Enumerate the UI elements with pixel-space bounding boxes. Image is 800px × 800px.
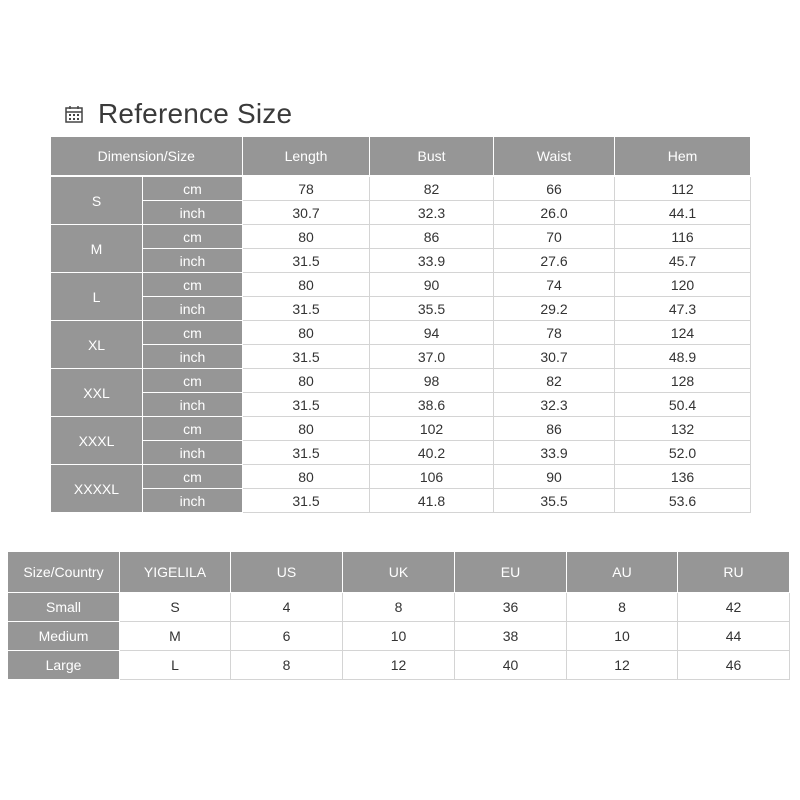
country-size-cell: 44 <box>678 622 790 651</box>
table-row <box>51 369 751 393</box>
measurement-cell: 90 <box>370 273 494 297</box>
size-name-cell: Large <box>8 651 120 680</box>
country-size-cell: 40 <box>455 651 567 680</box>
table-row <box>51 417 751 441</box>
country-size-cell: 8 <box>343 593 455 622</box>
measurement-cell: 90 <box>494 465 615 489</box>
measurement-cell: 33.9 <box>494 441 615 465</box>
measurement-cell: 45.7 <box>615 249 751 273</box>
unit-label: cm <box>143 369 243 393</box>
measurement-cell: 33.9 <box>370 249 494 273</box>
size-table <box>50 136 751 513</box>
country-size-cell: 36 <box>455 593 567 622</box>
table-row <box>8 651 790 680</box>
country-size-cell: 8 <box>231 651 343 680</box>
country-size-cell: 6 <box>231 622 343 651</box>
measurement-cell: 40.2 <box>370 441 494 465</box>
table-row <box>8 622 790 651</box>
header-length: Length <box>243 137 370 177</box>
measurement-cell: 37.0 <box>370 345 494 369</box>
country-table-header <box>8 552 790 593</box>
header-hem: Hem <box>615 137 751 177</box>
country-size-cell: 10 <box>567 622 678 651</box>
table-row <box>8 593 790 622</box>
table-row <box>51 176 751 201</box>
measurement-cell: 66 <box>494 176 615 201</box>
measurement-cell: 30.7 <box>494 345 615 369</box>
measurement-cell: 80 <box>243 417 370 441</box>
country-size-cell: 12 <box>567 651 678 680</box>
measurement-cell: 27.6 <box>494 249 615 273</box>
measurement-cell: 82 <box>494 369 615 393</box>
table-row <box>51 441 751 465</box>
measurement-cell: 116 <box>615 225 751 249</box>
country-size-cell: 8 <box>567 593 678 622</box>
measurement-cell: 35.5 <box>494 489 615 513</box>
measurement-cell: 74 <box>494 273 615 297</box>
measurement-cell: 50.4 <box>615 393 751 417</box>
size-label: XXXXL <box>51 465 143 513</box>
header-size-country: Size/Country <box>8 552 120 593</box>
country-size-cell: 4 <box>231 593 343 622</box>
unit-label: inch <box>143 441 243 465</box>
measurement-cell: 31.5 <box>243 249 370 273</box>
measurement-cell: 80 <box>243 273 370 297</box>
table-row <box>51 297 751 321</box>
title-text: Reference Size <box>98 98 293 129</box>
measurement-cell: 70 <box>494 225 615 249</box>
country-size-cell: M <box>120 622 231 651</box>
header-us: US <box>231 552 343 593</box>
header-uk: UK <box>343 552 455 593</box>
unit-label: cm <box>143 176 243 201</box>
measurement-cell: 80 <box>243 465 370 489</box>
table-row <box>51 225 751 249</box>
unit-label: cm <box>143 273 243 297</box>
country-size-cell: 38 <box>455 622 567 651</box>
unit-label: cm <box>143 225 243 249</box>
calendar-icon <box>64 104 84 124</box>
measurement-cell: 41.8 <box>370 489 494 513</box>
table-row <box>51 273 751 297</box>
measurement-cell: 31.5 <box>243 441 370 465</box>
measurement-cell: 47.3 <box>615 297 751 321</box>
country-size-cell: 42 <box>678 593 790 622</box>
measurement-cell: 80 <box>243 369 370 393</box>
measurement-cell: 31.5 <box>243 393 370 417</box>
measurement-cell: 124 <box>615 321 751 345</box>
measurement-cell: 44.1 <box>615 201 751 225</box>
header-bust: Bust <box>370 137 494 177</box>
measurement-cell: 31.5 <box>243 297 370 321</box>
size-label: XXXL <box>51 417 143 465</box>
measurement-cell: 80 <box>243 225 370 249</box>
measurement-cell: 136 <box>615 465 751 489</box>
table-row <box>51 489 751 513</box>
measurement-cell: 35.5 <box>370 297 494 321</box>
country-size-table <box>7 551 790 680</box>
table-row <box>51 321 751 345</box>
unit-label: cm <box>143 417 243 441</box>
measurement-cell: 48.9 <box>615 345 751 369</box>
header-yigelila: YIGELILA <box>120 552 231 593</box>
measurement-cell: 106 <box>370 465 494 489</box>
unit-label: inch <box>143 249 243 273</box>
country-size-cell: 10 <box>343 622 455 651</box>
table-row <box>51 465 751 489</box>
table-row <box>51 345 751 369</box>
header-dimension-size: Dimension/Size <box>51 137 243 177</box>
table-row <box>51 393 751 417</box>
unit-label: cm <box>143 321 243 345</box>
size-name-cell: Small <box>8 593 120 622</box>
measurement-cell: 32.3 <box>494 393 615 417</box>
measurement-cell: 82 <box>370 176 494 201</box>
size-label: XXL <box>51 369 143 417</box>
measurement-cell: 78 <box>494 321 615 345</box>
country-size-cell: 12 <box>343 651 455 680</box>
size-label: S <box>51 176 143 225</box>
unit-label: inch <box>143 297 243 321</box>
size-label: M <box>51 225 143 273</box>
measurement-cell: 38.6 <box>370 393 494 417</box>
table-row <box>51 201 751 225</box>
country-size-cell: S <box>120 593 231 622</box>
measurement-cell: 31.5 <box>243 345 370 369</box>
unit-label: inch <box>143 201 243 225</box>
measurement-cell: 132 <box>615 417 751 441</box>
measurement-cell: 29.2 <box>494 297 615 321</box>
measurement-cell: 128 <box>615 369 751 393</box>
header-ru: RU <box>678 552 790 593</box>
unit-label: inch <box>143 393 243 417</box>
measurement-cell: 32.3 <box>370 201 494 225</box>
size-name-cell: Medium <box>8 622 120 651</box>
country-size-cell: 46 <box>678 651 790 680</box>
size-label: XL <box>51 321 143 369</box>
measurement-cell: 86 <box>494 417 615 441</box>
measurement-cell: 102 <box>370 417 494 441</box>
size-table-header <box>51 137 751 177</box>
measurement-cell: 112 <box>615 176 751 201</box>
country-size-cell: L <box>120 651 231 680</box>
measurement-cell: 52.0 <box>615 441 751 465</box>
header-eu: EU <box>455 552 567 593</box>
measurement-cell: 86 <box>370 225 494 249</box>
header-waist: Waist <box>494 137 615 177</box>
unit-label: inch <box>143 345 243 369</box>
measurement-cell: 30.7 <box>243 201 370 225</box>
header-au: AU <box>567 552 678 593</box>
page-title <box>64 94 292 134</box>
measurement-cell: 53.6 <box>615 489 751 513</box>
measurement-cell: 26.0 <box>494 201 615 225</box>
measurement-cell: 120 <box>615 273 751 297</box>
measurement-cell: 98 <box>370 369 494 393</box>
size-label: L <box>51 273 143 321</box>
measurement-cell: 94 <box>370 321 494 345</box>
measurement-cell: 78 <box>243 176 370 201</box>
unit-label: cm <box>143 465 243 489</box>
unit-label: inch <box>143 489 243 513</box>
measurement-cell: 31.5 <box>243 489 370 513</box>
measurement-cell: 80 <box>243 321 370 345</box>
table-row <box>51 249 751 273</box>
